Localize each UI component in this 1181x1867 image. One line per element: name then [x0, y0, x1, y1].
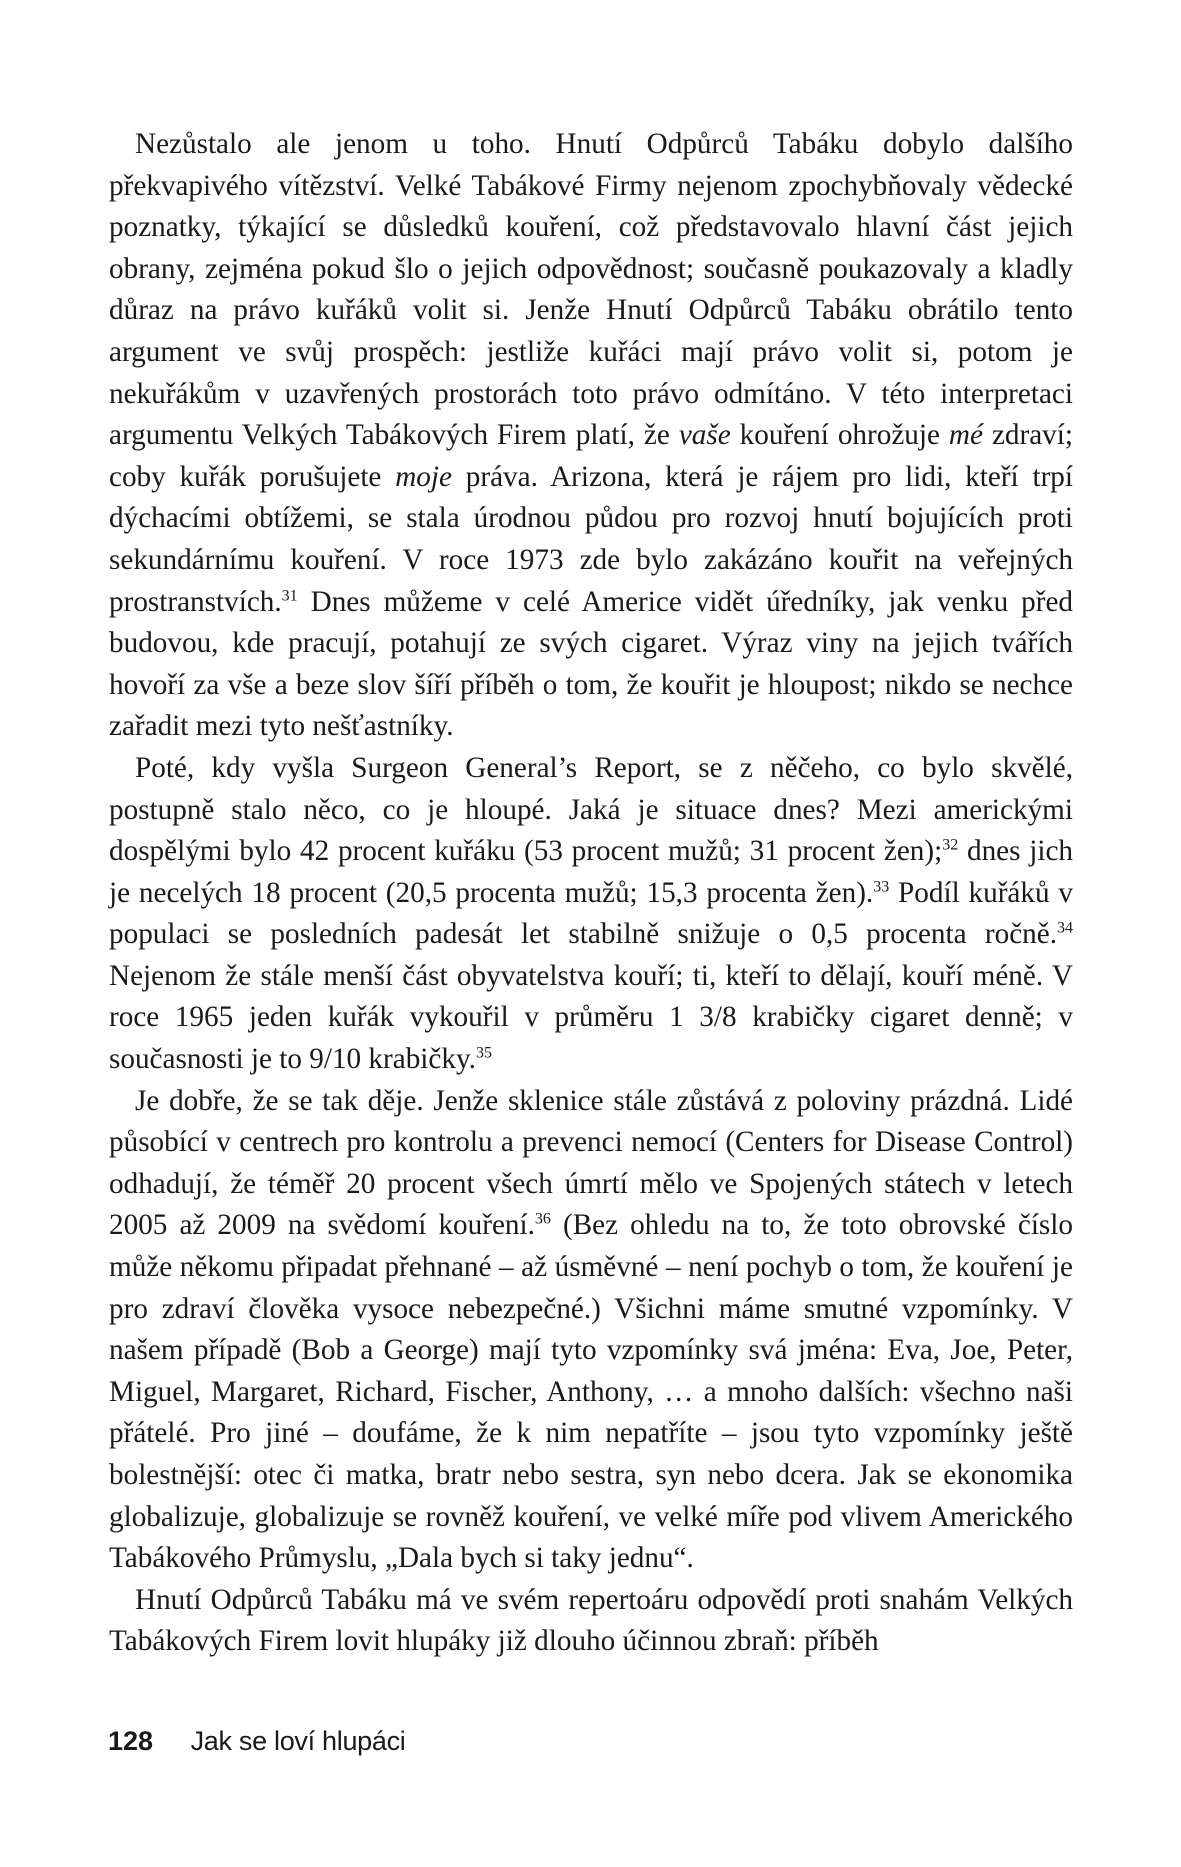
text-run: dnes jich je necelých 18 procent (20,5 procenta mužů; 15,3 procenta žen).	[109, 835, 1073, 909]
text-run: Dnes můžeme v celé Americe vidět úředníky, jak venku před budovou, kde pracují, potahují ze svých cigaret. Výraz viny na jejich tvářích hovoří za vše a beze slov šíří příběh o tom, že kouřit je hloupost; nikdo se nechce zařadit mezi tyto nešťastníky.	[109, 585, 1073, 743]
italic-emphasis: moje	[395, 460, 452, 493]
page-number: 128	[108, 1726, 154, 1756]
text-run: Hnutí Odpůrců Tabáku má ve svém repertoáru odpovědí proti snahám Velkých Tabákových Firem lovit hlupáky již dlouho účinnou zbraň: příběh	[109, 1583, 1073, 1658]
paragraph-3	[109, 1081, 1073, 1580]
running-title: Jak se loví hlupáci	[190, 1726, 406, 1756]
text-run: Nejenom že stále menší část obyvatelstva kouří; ti, kteří to dělají, kouří méně. V roce 1965 jeden kuřák vykouřil v průměru 1 3/8 krabičky cigaret denně; v současnosti je to 9/10 krabičky.	[109, 959, 1073, 1076]
page-footer	[108, 1725, 406, 1757]
text-run: Nezůstalo ale jenom u toho. Hnutí Odpůrců Tabáku dobylo dalšího překvapivého vítězství. Velké Tabákové Firmy nejenom zpochybňovaly vědecké poznatky, týkající se důsledků kouření, což představovalo hlavní část jejich obrany, zejména pokud šlo o jejich odpovědnost; současně poukazovaly a kladly důraz na právo kuřáků volit si. Jenže Hnutí Odpůrců Tabáku obrátilo tento argument ve svůj prospěch: jestliže kuřáci mají právo volit si, potom je nekuřákům v uzavřených prostorách toto právo odmítáno. V této interpretaci argumentu Velkých Tabákových Firem platí, že	[109, 128, 1073, 452]
body-text	[109, 124, 1073, 1663]
text-run: práva. Arizona, která je rájem pro lidi, kteří trpí dýchacími obtížemi, se stala úrodnou půdou pro rozvoj hnutí bojujících proti sekundárnímu kouření. V roce 1973 zde bylo zakázáno kouřit na veřejných prostranstvích.	[109, 460, 1073, 618]
text-run: kouření ohrožuje	[730, 419, 949, 452]
footnote-ref: 35	[475, 1044, 492, 1062]
footnote-ref: 34	[1057, 919, 1073, 937]
text-run: zdraví; coby kuřák porušujete	[109, 419, 1073, 493]
text-run: Poté, kdy vyšla Surgeon General’s Report, se z něčeho, co bylo skvělé, postupně stalo něco, co je hloupé. Jaká je situace dnes? Mezi americkými dospělými bylo 42 procent kuřáku (53 procent mužů; 31 procent žen);	[109, 751, 1073, 868]
text-run: (Bez ohledu na to, že toto obrovské číslo může někomu připadat přehnané – až úsměvné – není pochyb o tom, že kouření je pro zdraví člověka vysoce nebezpečné.) Všichni máme smutné vzpomínky. V našem případě (Bob a George) mají tyto vzpomínky svá jména: Eva, Joe, Peter, Miguel, Margaret, Richard, Fischer, Anthony, … a mnoho dalších: všechno naši přátelé. Pro jiné – doufáme, že k nim nepatříte – jsou tyto vzpomínky ještě bolestnější: otec či matka, bratr nebo sestra, syn nebo dcera. Jak se ekonomika globalizuje, globalizuje se rovněž kouření, ve velké míře pod vlivem Amerického Tabákového Průmyslu, „Dala bych si taky jednu“.	[109, 1209, 1073, 1575]
text-run: Podíl kuřáků v populaci se posledních padesát let stabilně snižuje o 0,5 procenta ročně.	[109, 876, 1073, 951]
footnote-ref: 32	[942, 836, 959, 854]
footnote-ref: 33	[873, 877, 890, 895]
text-run: Je dobře, že se tak děje. Jenže sklenice stále zůstává z poloviny prázdná. Lidé působící v centrech pro kontrolu a prevenci nemocí (Centers for Disease Control) odhadují, že téměř 20 procent všech úmrtí mělo ve Spojených státech v letech 2005 až 2009 na svědomí kouření.	[109, 1084, 1073, 1242]
footnote-ref: 36	[534, 1210, 551, 1228]
italic-emphasis: vaše	[678, 419, 731, 452]
paragraph-1	[109, 124, 1073, 748]
paragraph-2	[109, 748, 1073, 1081]
paragraph-4	[109, 1580, 1073, 1663]
footnote-ref: 31	[281, 586, 298, 604]
italic-emphasis: mé	[948, 419, 983, 452]
